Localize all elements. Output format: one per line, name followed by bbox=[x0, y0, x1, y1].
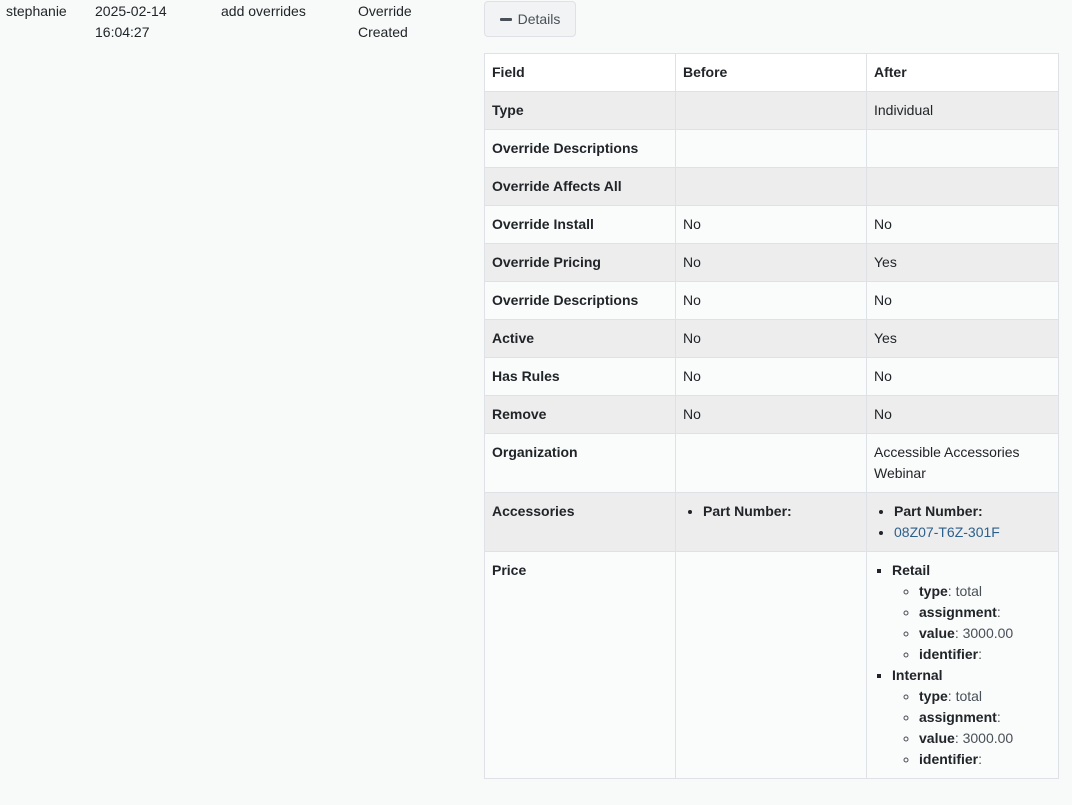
price-attribute: ◦ value: 3000.00 bbox=[919, 728, 1051, 749]
list-item bbox=[703, 501, 859, 522]
price-attribute: ◦ type: total bbox=[919, 686, 1051, 707]
row-after bbox=[867, 130, 1059, 168]
log-date: 2025-02-14 bbox=[95, 3, 167, 19]
row-before: No bbox=[676, 396, 867, 434]
row-after: Individual bbox=[867, 92, 1059, 130]
price-group-name: Internal bbox=[892, 667, 943, 683]
row-after: Yes bbox=[867, 320, 1059, 358]
row-after bbox=[867, 552, 1059, 779]
accessories-before-list bbox=[683, 501, 859, 522]
part-number-link[interactable]: 08Z07-T6Z-301F bbox=[894, 524, 1000, 540]
table-row bbox=[485, 358, 1059, 396]
row-before: No bbox=[676, 206, 867, 244]
row-before bbox=[676, 493, 867, 552]
part-number-label: Part Number: bbox=[703, 503, 792, 519]
price-attribute-key: value bbox=[919, 625, 955, 641]
row-field: Override Descriptions bbox=[485, 282, 676, 320]
table-row bbox=[485, 244, 1059, 282]
row-field: Remove bbox=[485, 396, 676, 434]
row-before: No bbox=[676, 244, 867, 282]
price-group bbox=[892, 560, 1051, 665]
price-group bbox=[892, 665, 1051, 770]
row-after: No bbox=[867, 396, 1059, 434]
table-row bbox=[485, 282, 1059, 320]
row-after: No bbox=[867, 206, 1059, 244]
log-event: Override Created bbox=[358, 3, 412, 40]
accessories-after-list bbox=[874, 501, 1051, 543]
price-attribute-value: 3000.00 bbox=[962, 730, 1014, 746]
table-row bbox=[485, 320, 1059, 358]
list-item bbox=[894, 501, 1051, 522]
row-before bbox=[676, 434, 867, 493]
price-attribute-key: assignment bbox=[919, 604, 997, 620]
price-attribute: ◦ value: 3000.00 bbox=[919, 623, 1051, 644]
list-item bbox=[894, 522, 1051, 543]
row-after: No bbox=[867, 282, 1059, 320]
header-field: Field bbox=[485, 54, 676, 92]
table-row bbox=[485, 434, 1059, 493]
price-attribute: ◦ assignment: bbox=[919, 707, 1051, 728]
details-toggle-button[interactable] bbox=[484, 1, 576, 37]
table-row bbox=[485, 168, 1059, 206]
row-field: Accessories bbox=[485, 493, 676, 552]
row-field: Override Descriptions bbox=[485, 130, 676, 168]
price-attribute: ◦ assignment: bbox=[919, 602, 1051, 623]
log-timestamp bbox=[95, 1, 185, 43]
table-row bbox=[485, 130, 1059, 168]
row-field: Has Rules bbox=[485, 358, 676, 396]
row-field: Organization bbox=[485, 434, 676, 493]
details-button-label: Details bbox=[517, 11, 561, 27]
table-row bbox=[485, 92, 1059, 130]
price-attribute-value: 3000.00 bbox=[962, 625, 1014, 641]
price-attribute: ◦ identifier: bbox=[919, 644, 1051, 665]
row-before: No bbox=[676, 320, 867, 358]
price-attribute: ◦ type: total bbox=[919, 581, 1051, 602]
row-before bbox=[676, 92, 867, 130]
price-attribute-key: identifier bbox=[919, 646, 979, 662]
row-before bbox=[676, 130, 867, 168]
price-attribute-value: total bbox=[955, 688, 983, 704]
row-after bbox=[867, 493, 1059, 552]
price-attributes bbox=[892, 686, 1051, 770]
row-field: Override Pricing bbox=[485, 244, 676, 282]
table-header-row bbox=[485, 54, 1059, 92]
row-field: Type bbox=[485, 92, 676, 130]
part-number-label: Part Number: bbox=[894, 503, 983, 519]
price-attribute-key: assignment bbox=[919, 709, 997, 725]
price-attribute-key: type bbox=[919, 583, 948, 599]
table-row bbox=[485, 206, 1059, 244]
row-before: No bbox=[676, 282, 867, 320]
table-row-accessories bbox=[485, 493, 1059, 552]
price-attribute-key: value bbox=[919, 730, 955, 746]
minus-icon bbox=[500, 18, 512, 21]
price-attributes bbox=[892, 581, 1051, 665]
row-field: Override Install bbox=[485, 206, 676, 244]
row-after: No bbox=[867, 358, 1059, 396]
row-after: Accessible Accessories Webinar bbox=[867, 434, 1059, 493]
changes-table bbox=[484, 53, 1059, 779]
price-attribute-key: type bbox=[919, 688, 948, 704]
row-after bbox=[867, 168, 1059, 206]
row-before bbox=[676, 168, 867, 206]
log-action: add overrides bbox=[221, 3, 306, 19]
price-group-name: Retail bbox=[892, 562, 931, 578]
row-before: No bbox=[676, 358, 867, 396]
row-field: Override Affects All bbox=[485, 168, 676, 206]
log-time: 16:04:27 bbox=[95, 24, 150, 40]
price-attribute: ◦ identifier: bbox=[919, 749, 1051, 770]
price-list bbox=[874, 560, 1051, 770]
header-before: Before bbox=[676, 54, 867, 92]
table-row-price bbox=[485, 552, 1059, 779]
table-row bbox=[485, 396, 1059, 434]
header-after: After bbox=[867, 54, 1059, 92]
row-field: Price bbox=[485, 552, 676, 779]
price-attribute-value: total bbox=[955, 583, 983, 599]
log-user: stephanie bbox=[6, 3, 67, 19]
price-attribute-key: identifier bbox=[919, 751, 979, 767]
row-before bbox=[676, 552, 867, 779]
row-field: Active bbox=[485, 320, 676, 358]
row-after: Yes bbox=[867, 244, 1059, 282]
